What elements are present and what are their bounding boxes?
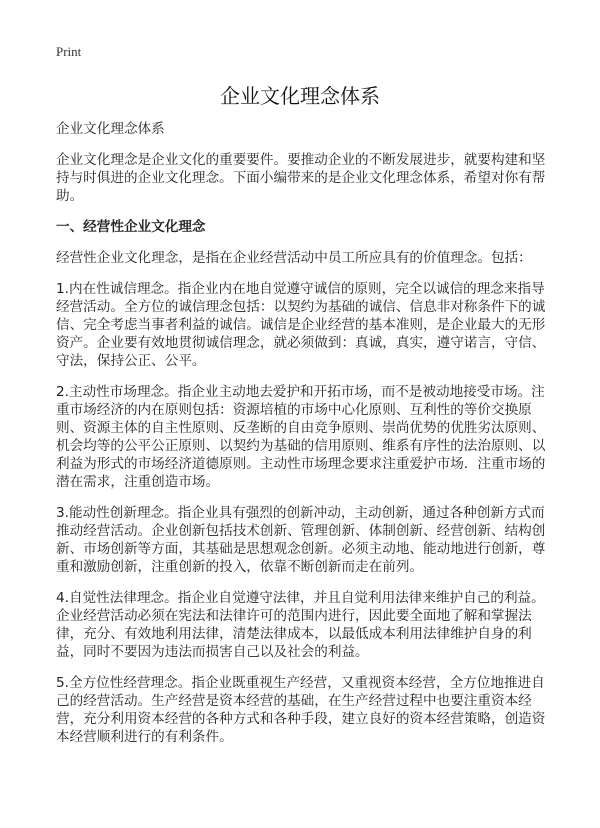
article-body [56, 120, 548, 759]
section-heading: 一、经营性企业文化理念 [56, 219, 206, 235]
section-lead: 经营性企业文化理念，是指在企业经营活动中员工所应具有的价值理念。包括： [56, 250, 532, 266]
article-subtitle: 企业文化理念体系 [56, 121, 165, 137]
list-item: 5.全方位性经营理念。指企业既重视生产经营，又重视资本经营，全方位地推进自己的经营活动。生产经营是资本经营的基础，在生产经营过程中也要注重资本经营，充分利用资本经营的各种方式和各种手段，建立良好的资本经营策略，创造资本经营顺利进行的有利条件。 [56, 675, 546, 745]
intro-paragraph: 企业文化理念是企业文化的重要要件。要推动企业的不断发展进步，就要构建和坚持与时俱进的企业文化理念。下面小编带来的是企业文化理念体系，希望对你有帮助。 [56, 152, 546, 204]
list-item: 1.内在性诚信理念。指企业内在地自觉遵守诚信的原则，完全以诚信的理念来指导经营活动。全方位的诚信理念包括：以契约为基础的诚信、信息非对称条件下的诚信、完全考虑当事者利益的诚信。诚信是企业经营的基本准则，是企业最大的无形资产。企业要有效地贯彻诚信理念，就必须做到：真诚，真实，遵守诺言，守信、守法，保持公正、公平。 [56, 281, 546, 369]
page-title: 企业文化理念体系 [220, 84, 380, 108]
print-link[interactable]: Print [56, 44, 82, 59]
list-item: 3.能动性创新理念。指企业具有强烈的创新冲动，主动创新，通过各种创新方式而推动经营活动。企业创新包括技术创新、管理创新、体制创新、经营创新、结构创新、市场创新等方面，其基础是思想观念创新。必须主动地、能动地进行创新，尊重和激励创新，注重创新的投入，依靠不断创新而走在前列。 [56, 505, 546, 575]
list-item: 4.自觉性法律理念。指企业自觉遵守法律，并且自觉利用法律来维护自己的利益。企业经营活动必须在宪法和法律许可的范围内进行，因此要全面地了解和掌握法律，充分、有效地利用法律，清楚法律成本，以最低成本利用法律维护自身的利益，同时不要因为违法而损害自己以及社会的利益。 [56, 590, 545, 660]
list-item: 2.主动性市场理念。指企业主动地去爱护和开拓市场，而不是被动地接受市场。注重市场经济的内在原则包括：资源培植的市场中心化原则、互利性的等价交换原则、资源主体的自主性原则、反垄断的自由竞争原则、崇尚优势的优胜劣汰原则、机会均等的公平公正原则、以契约为基础的信用原则、维系有序性的法治原则、以利益为形式的市场经济道德原则。主动性市场理念要求注重爱护市场．注重市场的潜在需求，注重创造市场。 [56, 384, 546, 490]
